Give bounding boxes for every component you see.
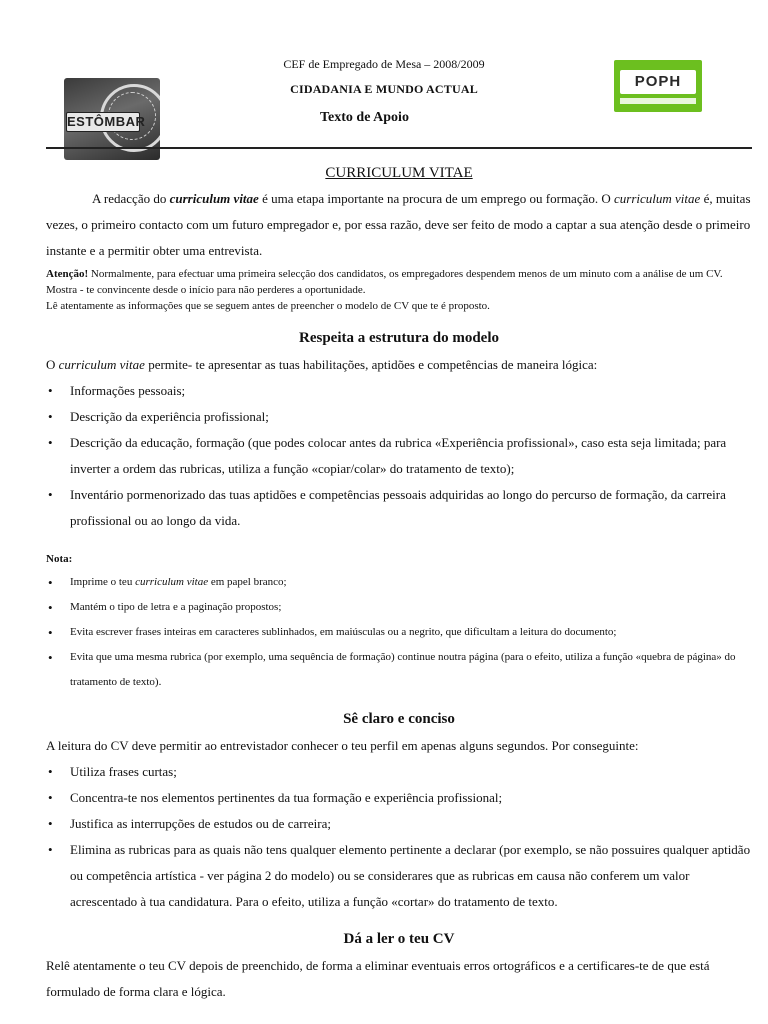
list-item: • Evita que uma mesma rubrica (por exemplo, uma sequência de formação) continue noutra página (para o efeito, utiliza a função «quebra de página» do tratamento de texto).: [46, 645, 752, 695]
section-heading-clarity: Sê claro e conciso: [343, 711, 455, 727]
list-item: • Elimina as rubricas para as quais não tens qualquer elemento pertinente a declarar (por exemplo, se não possuires qualquer aptidão ou competência artística - ver página 2 do modelo) ou se considerares que as rubricas em causa não conferem um valor acrescentado à tua candidatura. Para o efeito, utiliza a função «cortar» do tratamento de texto.: [46, 837, 752, 915]
logo-school-name: ESTÔMBAR: [66, 112, 140, 132]
intro-paragraph: [46, 186, 752, 264]
subject-line: CIDADANIA E MUNDO ACTUAL: [290, 82, 478, 96]
nota-list: [46, 570, 752, 695]
clarity-list: [46, 759, 752, 915]
document-title: CURRICULUM VITAE: [325, 165, 473, 181]
nota-item0-a: Imprime o teu: [70, 576, 136, 588]
warning-text: Normalmente, para efectuar uma primeira selecção dos candidatos, os empregadores despendem menos de um minuto com a análise de um CV. Mostra - te convincente desde o início para não perderes a oportunidade.: [46, 268, 723, 296]
list-item: • Justifica as interrupções de estudos ou de carreira;: [46, 811, 752, 837]
intro-text-a: A redacção do: [92, 191, 170, 206]
clarity-intro: A leitura do CV deve permitir ao entrevistador conhecer o teu perfil em apenas alguns segundos. Por conseguinte:: [46, 738, 639, 753]
structure-intro: [46, 352, 752, 378]
list-item: • Descrição da educação, formação (que podes colocar antes da rubrica «Experiência profissional», caso esta seja limitada; para inverter a ordem das rubricas, utiliza a função «copiar/colar» do tratamento de texto);: [46, 430, 752, 482]
review-paragraph: Relê atentamente o teu CV depois de preenchido, de forma a eliminar eventuais erros ortográficos e a certificares-te de que está formulado de forma clara e lógica.: [46, 958, 710, 999]
warning-note: [46, 266, 752, 314]
course-line: CEF de Empregado de Mesa – 2008/2009: [283, 57, 485, 71]
nota-item0-c: em papel branco;: [208, 576, 287, 588]
warning-line2: Lê atentamente as informações que se seguem antes de preencher o modelo de CV que te é proposto.: [46, 300, 490, 312]
header-divider: [46, 147, 752, 149]
document-body: [46, 160, 752, 1005]
intro-emphasis: curriculum vitae: [169, 191, 259, 206]
warning-label: Atenção!: [46, 268, 89, 280]
intro-italic: curriculum vitae: [614, 191, 701, 206]
poph-logo-text: POPH: [620, 70, 696, 94]
section-heading-review: Dá a ler o teu CV: [343, 931, 455, 947]
nota-label: Nota:: [46, 553, 73, 565]
section-heading-structure: Respeita a estrutura do modelo: [299, 330, 499, 346]
structure-intro-italic: curriculum vitae: [58, 357, 145, 372]
poph-logo-stripe: [620, 98, 696, 104]
poph-logo: [614, 60, 702, 112]
structure-intro-a: O: [46, 357, 59, 372]
list-item: • Concentra-te nos elementos pertinentes da tua formação e experiência profissional;: [46, 785, 752, 811]
structure-list: [46, 378, 752, 534]
intro-text-e: é, muitas vezes, o primeiro contacto com um futuro empregador e, por essa razão, deve ser feito de modo a captar a sua atenção desde o primeiro instante e a permitir obter uma entrevista.: [46, 191, 751, 258]
list-item: • Inventário pormenorizado das tuas aptidões e competências pessoais adquiridas ao longo do percurso de formação, da carreira profissional ou ao longo da vida.: [46, 482, 752, 534]
structure-intro-c: permite- te apresentar as tuas habilitações, aptidões e competências de maneira lógica:: [144, 357, 598, 372]
doc-type-line: Texto de Apoio: [320, 110, 409, 125]
list-item: • Mantém o tipo de letra e a paginação propostos;: [46, 595, 752, 620]
list-item: • Informações pessoais;: [46, 378, 752, 404]
list-item: [46, 570, 752, 595]
list-item: • Utiliza frases curtas;: [46, 759, 752, 785]
intro-text-c: é uma etapa importante na procura de um emprego ou formação. O: [258, 191, 615, 206]
list-item: • Evita escrever frases inteiras em caracteres sublinhados, em maiúsculas ou a negrito, que dificultam a leitura do documento;: [46, 620, 752, 645]
list-item: • Descrição da experiência profissional;: [46, 404, 752, 430]
nota-item0-italic: curriculum vitae: [135, 576, 209, 588]
